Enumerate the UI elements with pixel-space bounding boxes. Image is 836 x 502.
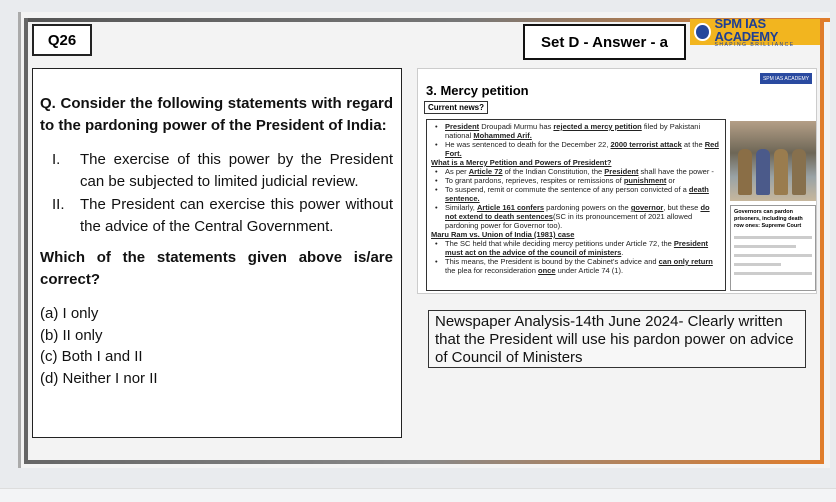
clipping-heading: 3. Mercy petition — [426, 83, 529, 98]
statement-item — [40, 149, 393, 192]
newspaper-analysis-note: Newspaper Analysis-14th June 2024- Clearly written that the President will use his pardon power on advice of Council of Ministers — [428, 310, 806, 368]
clipping-current-news: Current news? — [424, 101, 488, 114]
clipping-photo — [730, 121, 816, 201]
logo-tagline: SHAPING BRILLIANCE — [714, 41, 795, 48]
option-list — [40, 303, 393, 389]
statement-text: The exercise of this power by the President can be subjected to limited judicial review. — [80, 151, 393, 190]
option-d: (d) Neither I nor II — [40, 369, 158, 387]
frame-left — [24, 18, 28, 464]
clipping-body: • President Droupadi Murmu has rejected a mercy petition filed by Pakistani national Mohammed Arif. • He was sentenced to death for the December 22, 2000 terrorist attack at the Red Fort. What is a Mercy Petition and Powers of President? • As per Article 72 of the Indian Constitution, the President shall have the power - • To grant pardons, reprieves, respites or remissions of punishment or • To suspend, remit or commute the sentence of any person convicted of a death sentence. • Similarly, Article 161 confers pardoning powers on the governor, but these do not extend to death sentences(SC in its pronouncement of 2021 allowed pardoning power for Governor too). Maru Ram vs. Union of India (1981) case • The SC held that while deciding mercy petitions under Article 72, the President must act on the advice of the council of ministers. • This means, the President is bound by the Cabinet's advice and can only return the plea for reconsideration once under Article 74 (1). — [426, 119, 726, 291]
statement-number: II. — [52, 196, 65, 213]
caption-text: Governors can pardon prisoners, including death row ones: Supreme Court — [734, 209, 803, 229]
statement-list — [40, 149, 393, 237]
logo-emblem-icon — [694, 23, 711, 41]
option-b: (b) II only — [40, 326, 103, 344]
question-box — [32, 68, 402, 438]
logo-name: SPM IAS ACADEMY — [714, 15, 779, 44]
question-title: Q. Consider the following statements with regard to the pardoning power of the President of India: — [40, 95, 393, 134]
answer-box: Set D - Answer - a — [523, 24, 686, 60]
frame-right — [820, 18, 824, 462]
option-c: (c) Both I and II — [40, 348, 143, 365]
option-a: (a) I only — [40, 305, 99, 322]
clipping-caption — [730, 205, 816, 291]
question-number: Q26 — [32, 24, 92, 56]
frame-bottom — [24, 460, 824, 464]
bottom-strip — [0, 488, 836, 502]
statement-item — [40, 194, 393, 237]
statement-text: The President can exercise this power without the advice of the Central Government. — [80, 196, 393, 235]
question-ask: Which of the statements given above is/are correct? — [40, 249, 393, 288]
newspaper-clipping — [417, 68, 817, 294]
academy-logo — [690, 15, 820, 48]
clipping-logo: SPM IAS ACADEMY — [760, 73, 812, 84]
statement-number: I. — [52, 151, 61, 168]
